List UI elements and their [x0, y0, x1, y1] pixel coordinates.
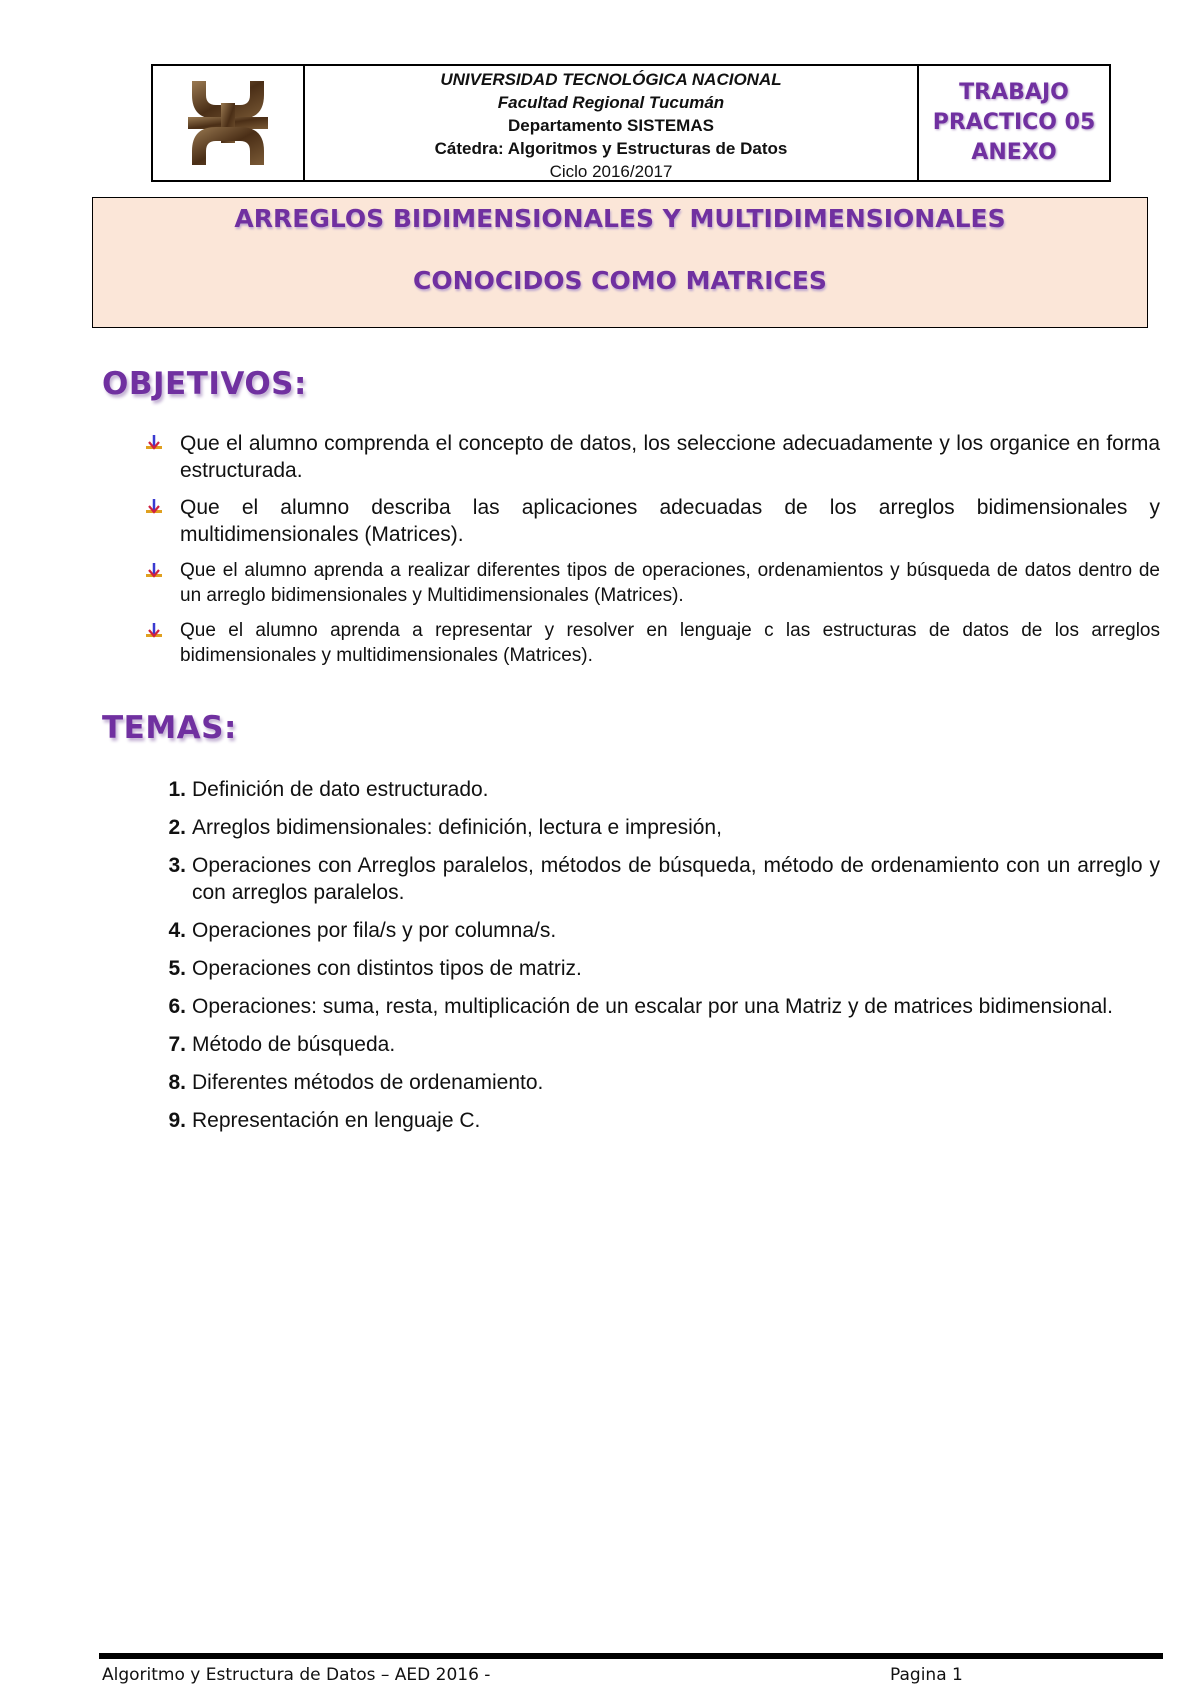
footer-course: Algoritmo y Estructura de Datos – AED 2016 -	[102, 1665, 491, 1685]
title-box	[92, 197, 1148, 328]
topic-number: 4.	[168, 919, 186, 942]
topic-text: Arreglos bidimensionales: definición, lectura e impresión,	[192, 816, 722, 839]
topic-number: 1.	[168, 778, 186, 801]
topic-number: 2.	[168, 816, 186, 839]
objective-item	[140, 494, 1160, 548]
objective-item	[140, 430, 1160, 484]
topic-item	[150, 1107, 1160, 1134]
title-line-2: CONOCIDOS COMO MATRICES	[413, 266, 827, 295]
arrow-down-bullet-icon	[144, 497, 164, 517]
objective-item	[140, 618, 1160, 668]
faculty-name: Facultad Regional Tucumán	[497, 93, 725, 112]
topic-number: 9.	[168, 1109, 186, 1132]
footer-page-number: Pagina 1	[890, 1665, 963, 1685]
university-name: UNIVERSIDAD TECNOLÓGICA NACIONAL	[440, 70, 782, 89]
topic-item	[150, 955, 1160, 982]
topic-item	[150, 776, 1160, 803]
footer-divider	[99, 1653, 1163, 1659]
arrow-down-bullet-icon	[144, 433, 164, 453]
logo-cell	[153, 66, 305, 180]
objective-text: Que el alumno describa las aplicaciones adecuadas de los arreglos bidimensionales y multidimensionales (Matrices).	[180, 496, 1160, 546]
topic-text: Representación en lenguaje C.	[192, 1109, 481, 1132]
objective-text: Que el alumno aprenda a realizar diferentes tipos de operaciones, ordenamientos y búsqueda de datos dentro de un arreglo bidimensionales y Multidimensionales (Matrices).	[180, 560, 1160, 606]
tp-line-1: TRABAJO	[959, 80, 1069, 105]
topic-number: 7.	[168, 1033, 186, 1056]
objective-text: Que el alumno comprenda el concepto de datos, los seleccione adecuadamente y los organice en forma estructurada.	[180, 432, 1160, 482]
topic-item	[150, 814, 1160, 841]
practical-work-label	[919, 66, 1109, 180]
chair-name: Cátedra: Algoritmos y Estructuras de Datos	[434, 139, 788, 158]
topics-list	[150, 776, 1160, 1145]
topics-heading: TEMAS:	[102, 710, 237, 746]
topic-number: 6.	[168, 995, 186, 1018]
topic-text: Método de búsqueda.	[192, 1033, 396, 1056]
document-header	[151, 64, 1111, 182]
objective-item	[140, 558, 1160, 608]
objectives-heading: OBJETIVOS:	[102, 366, 307, 402]
topic-text: Diferentes métodos de ordenamiento.	[192, 1071, 544, 1094]
department-name: Departamento SISTEMAS	[508, 116, 714, 135]
topic-number: 8.	[168, 1071, 186, 1094]
topic-text: Operaciones por fila/s y por columna/s.	[192, 919, 557, 942]
topic-item	[150, 1031, 1160, 1058]
topic-item	[150, 917, 1160, 944]
objective-text: Que el alumno aprenda a representar y resolver en lenguaje c las estructuras de datos de los arreglos bidimensionales y multidimensionales (Matrices).	[180, 620, 1160, 666]
cycle-label: Ciclo 2016/2017	[549, 162, 673, 181]
topic-item	[150, 993, 1160, 1020]
institution-info	[305, 66, 919, 180]
arrow-down-bullet-icon	[144, 561, 164, 581]
arrow-down-bullet-icon	[144, 621, 164, 641]
topic-item	[150, 1069, 1160, 1096]
title-line-1: ARREGLOS BIDIMENSIONALES Y MULTIDIMENSIONALES	[234, 204, 1006, 233]
objectives-list	[140, 430, 1160, 678]
utn-logo	[186, 75, 270, 171]
topic-item	[150, 852, 1160, 906]
tp-line-2: PRACTICO 05	[932, 110, 1096, 135]
topic-text: Definición de dato estructurado.	[192, 778, 489, 801]
topic-text: Operaciones: suma, resta, multiplicación de un escalar por una Matriz y de matrices bidimensional.	[192, 995, 1113, 1018]
topic-text: Operaciones con Arreglos paralelos, métodos de búsqueda, método de ordenamiento con un arreglo y con arreglos paralelos.	[192, 854, 1160, 904]
tp-line-3: ANEXO	[971, 140, 1057, 165]
topic-number: 5.	[168, 957, 186, 980]
topic-text: Operaciones con distintos tipos de matriz.	[192, 957, 582, 980]
topic-number: 3.	[168, 854, 186, 877]
